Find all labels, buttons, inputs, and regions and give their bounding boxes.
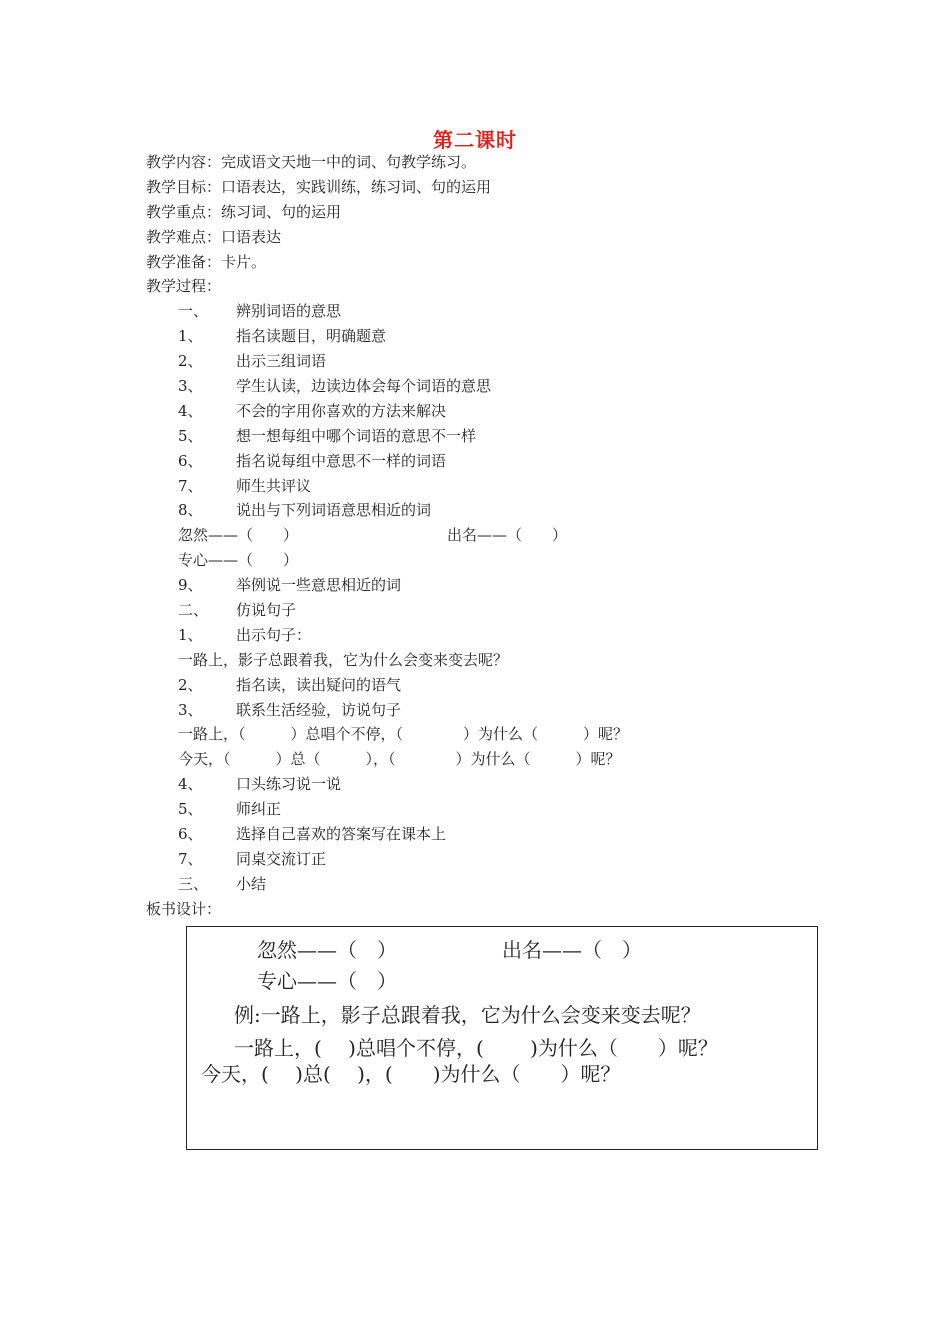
header-label: 教学内容： bbox=[146, 153, 222, 171]
step-text: 师纠正 bbox=[236, 800, 282, 819]
section-title: 小结 bbox=[236, 874, 267, 893]
exercise-item: 忽然——（ ） bbox=[178, 526, 299, 545]
sentence-text: 一路上，影子总跟着我，它为什么会变来变去呢？ bbox=[178, 650, 509, 669]
step-item bbox=[146, 498, 846, 523]
step-item bbox=[146, 324, 846, 349]
step-number: 9、 bbox=[178, 576, 203, 595]
exercise-item: 出名——（ ） bbox=[447, 526, 568, 545]
step-text: 学生认读，边读边体会每个词语的意思 bbox=[236, 377, 492, 396]
step-text: 同桌交流订正 bbox=[236, 849, 327, 868]
step-item bbox=[146, 424, 846, 449]
step-item bbox=[146, 698, 846, 723]
step-text: 不会的字用你喜欢的方法来解决 bbox=[236, 401, 447, 420]
step-number: 4、 bbox=[178, 775, 203, 794]
header-label: 教学准备： bbox=[146, 252, 222, 271]
step-number: 3、 bbox=[178, 377, 203, 396]
step-item bbox=[146, 772, 846, 797]
header-label: 教学过程： bbox=[146, 277, 222, 296]
step-item bbox=[146, 847, 846, 872]
exercise-row bbox=[146, 523, 846, 548]
section-1-heading bbox=[146, 299, 846, 324]
step-item bbox=[146, 474, 846, 499]
step-number: 1、 bbox=[178, 327, 203, 346]
step-item bbox=[146, 374, 846, 399]
pattern-text: 今天，（ ）总（ ），（ ）为什么（ ）呢？ bbox=[178, 750, 621, 769]
step-number: 7、 bbox=[178, 476, 203, 495]
section-number: 三、 bbox=[178, 874, 209, 893]
exercise-item: 专心——（ ） bbox=[178, 551, 299, 570]
step-text: 选择自己喜欢的答案写在课本上 bbox=[236, 825, 447, 844]
board-line-1a: 忽然——（ ） bbox=[257, 938, 397, 962]
section-2-heading bbox=[146, 598, 846, 623]
header-goal bbox=[146, 175, 846, 200]
board-label-text: 板书设计： bbox=[146, 899, 222, 918]
example-sentence bbox=[146, 648, 846, 673]
header-value: 练习词、句的运用 bbox=[221, 202, 342, 221]
step-number: 5、 bbox=[178, 800, 203, 819]
board-line-5: 今天，( )总( )，( )为什么（ ）呢？ bbox=[201, 1062, 621, 1086]
header-process bbox=[146, 274, 846, 299]
header-label: 教学难点： bbox=[146, 227, 222, 246]
step-number: 4、 bbox=[178, 401, 203, 420]
step-text: 举例说一些意思相近的词 bbox=[236, 576, 402, 595]
header-value: 卡片。 bbox=[221, 252, 267, 271]
section-3-heading bbox=[146, 872, 846, 897]
header-difficulty bbox=[146, 225, 846, 250]
step-item bbox=[146, 797, 846, 822]
step-item bbox=[146, 573, 846, 598]
section-title: 仿说句子 bbox=[236, 601, 297, 620]
step-number: 2、 bbox=[178, 675, 203, 694]
step-number: 2、 bbox=[178, 352, 203, 371]
step-text: 出示三组词语 bbox=[236, 352, 327, 371]
board-line-2: 专心——（ ） bbox=[257, 969, 397, 993]
board-design-label bbox=[146, 897, 846, 922]
sentence-pattern bbox=[146, 747, 846, 772]
step-number: 8、 bbox=[178, 501, 203, 520]
step-item bbox=[146, 673, 846, 698]
step-item bbox=[146, 399, 846, 424]
header-value: 口语表达，实践训练，练习词、句的运用 bbox=[221, 177, 492, 196]
header-value: 完成语文天地一中的词、句教学练习。 bbox=[221, 153, 477, 171]
step-item bbox=[146, 449, 846, 474]
section-number: 一、 bbox=[178, 302, 209, 321]
step-text: 说出与下列词语意思相近的词 bbox=[236, 501, 432, 520]
step-text: 师生共评议 bbox=[236, 476, 312, 495]
pattern-text: 一路上，（ ）总唱个不停，（ ）为什么（ ）呢？ bbox=[178, 725, 629, 744]
blackboard-design-box bbox=[186, 926, 818, 1150]
sentence-pattern bbox=[146, 722, 846, 747]
step-item bbox=[146, 349, 846, 374]
step-text: 出示句子： bbox=[236, 625, 312, 644]
step-number: 3、 bbox=[178, 700, 203, 719]
page-title: 第二课时 bbox=[433, 128, 517, 152]
step-number: 6、 bbox=[178, 825, 203, 844]
section-title: 辨别词语的意思 bbox=[236, 302, 342, 321]
step-text: 口头练习说一说 bbox=[236, 775, 342, 794]
step-text: 联系生活经验，访说句子 bbox=[236, 700, 402, 719]
step-number: 6、 bbox=[178, 451, 203, 470]
step-text: 指名读题目，明确题意 bbox=[236, 327, 387, 346]
step-text: 想一想每组中哪个词语的意思不一样 bbox=[236, 426, 477, 445]
board-line-1b: 出名——（ ） bbox=[502, 938, 642, 962]
board-line-4: 一路上，( )总唱个不停，( )为什么（ ）呢？ bbox=[234, 1036, 718, 1060]
board-line-3: 例:一路上，影子总跟着我，它为什么会变来变去呢？ bbox=[234, 1003, 701, 1027]
header-value: 口语表达 bbox=[221, 227, 282, 246]
step-number: 5、 bbox=[178, 426, 203, 445]
header-label: 教学重点： bbox=[146, 202, 222, 221]
header-label: 教学目标： bbox=[146, 177, 222, 196]
header-content bbox=[146, 150, 846, 175]
step-item bbox=[146, 822, 846, 847]
lesson-content bbox=[146, 150, 846, 922]
header-focus bbox=[146, 200, 846, 225]
exercise-row bbox=[146, 548, 846, 573]
step-number: 7、 bbox=[178, 849, 203, 868]
step-item bbox=[146, 623, 846, 648]
step-text: 指名读，读出疑问的语气 bbox=[236, 675, 402, 694]
section-number: 二、 bbox=[178, 601, 209, 620]
step-number: 1、 bbox=[178, 625, 203, 644]
header-prep bbox=[146, 250, 846, 275]
step-text: 指名说每组中意思不一样的词语 bbox=[236, 451, 447, 470]
